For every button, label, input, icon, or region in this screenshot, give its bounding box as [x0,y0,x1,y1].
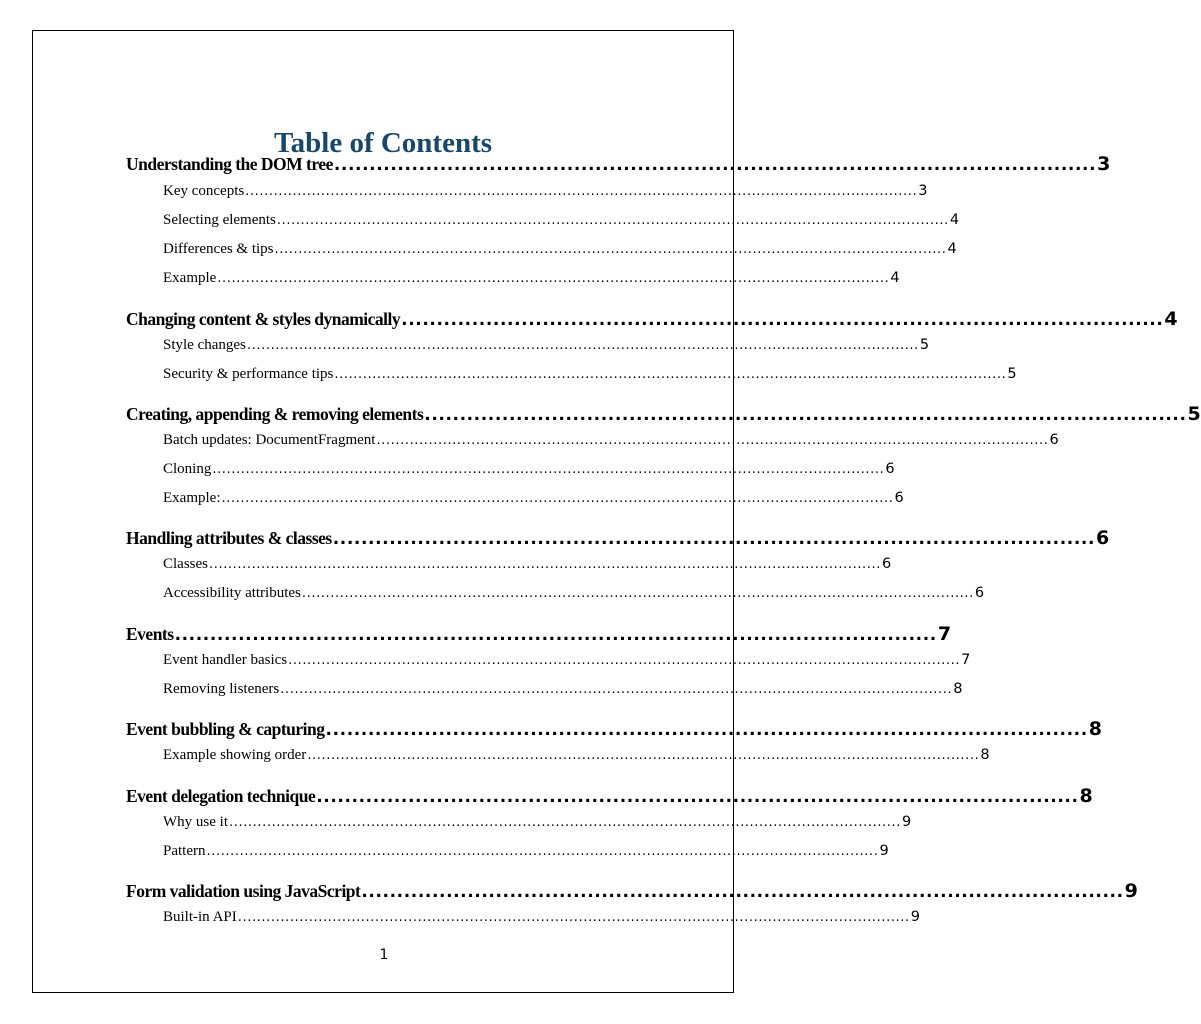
toc-leader-dots: .............................................................................................................................................. [221,491,894,506]
toc-entry-page: 6 [1049,432,1059,448]
toc-entry-page: 6 [1096,527,1110,549]
toc-entry-label: Example [163,270,217,286]
toc-leader-dots: .............................................................................................................................................. [212,462,885,477]
toc-leader-dots: ............................................................................................................ [401,310,1164,330]
toc-title: Table of Contents [273,127,493,159]
toc-entry-key-concepts[interactable] [163,183,928,199]
toc-entry-page: 5 [1187,403,1201,425]
toc-entry-selecting-elements[interactable] [163,212,960,228]
toc-leader-dots: .............................................................................................................................................. [237,910,910,925]
toc-entry-page: 9 [879,843,889,859]
toc-leader-dots: .............................................................................................................................................. [209,557,881,572]
toc-leader-dots: .............................................................................................................................................. [245,184,918,199]
toc-entry-page: 6 [894,490,904,506]
toc-entry-changing-content-styles[interactable] [126,308,1178,330]
toc-entry-pattern[interactable] [163,843,889,859]
toc-entry-example-showing-order[interactable] [163,747,990,763]
toc-entry-understanding-dom-tree[interactable] [126,153,1111,175]
toc-entry-label: Creating, appending & removing elements [126,404,424,424]
toc-entry-page: 7 [961,652,971,668]
toc-entry-built-in-api[interactable] [163,909,920,925]
toc-leader-dots: ............................................................................................................ [332,529,1095,549]
toc-entry-label: Example: [163,490,221,506]
toc-entry-page: 6 [885,461,895,477]
toc-entry-page: 8 [1079,785,1093,807]
toc-entry-creating-appending-removing[interactable] [126,403,1201,425]
toc-entry-differences-tips[interactable] [163,241,957,257]
toc-leader-dots: .............................................................................................................................................. [246,338,919,353]
toc-entry-label: Key concepts [163,183,245,199]
toc-entry-page: 9 [902,814,912,830]
toc-entry-cloning[interactable] [163,461,895,477]
toc-entry-page: 8 [980,747,990,763]
toc-entry-form-validation[interactable] [126,880,1138,902]
toc-leader-dots: .............................................................................................................................................. [229,815,901,830]
toc-entry-label: Event handler basics [163,652,288,668]
toc-entry-label: Handling attributes & classes [126,528,332,548]
toc-entry-example[interactable] [163,270,900,286]
toc-entry-page: 3 [1097,153,1111,175]
toc-entry-label: Why use it [163,814,228,830]
toc-entry-classes[interactable] [163,556,892,572]
toc-entry-security-performance-tips[interactable] [163,366,1017,382]
toc-entry-label: Pattern [163,843,206,859]
toc-entry-why-use-it[interactable] [163,814,912,830]
toc-leader-dots: ............................................................................................................ [316,787,1079,807]
toc-entry-event-delegation-technique[interactable] [126,785,1093,807]
toc-entry-label: Event delegation technique [126,786,316,806]
toc-leader-dots: .............................................................................................................................................. [288,653,961,668]
toc-leader-dots: .............................................................................................................................................. [307,748,980,763]
toc-leader-dots: ............................................................................................................ [325,720,1088,740]
toc-entry-label: Cloning [163,461,212,477]
toc-entry-page: 7 [937,623,952,645]
toc-entry-page: 4 [1164,308,1178,330]
toc-entry-handling-attributes-classes[interactable] [126,527,1110,549]
toc-entry-label: Event bubbling & capturing [126,719,325,739]
toc-entry-label: Differences & tips [163,241,274,257]
toc-entry-page: 4 [890,270,900,286]
toc-entry-page: 4 [947,241,957,257]
toc-entry-label: Removing listeners [163,681,280,697]
toc-entry-removing-listeners[interactable] [163,681,963,697]
toc-entry-accessibility-attributes[interactable] [163,585,985,601]
toc-entry-page: 5 [919,337,930,353]
toc-entry-page: 9 [1124,880,1138,902]
toc-leader-dots: .............................................................................................................................................. [206,844,879,859]
toc-entry-event-bubbling-capturing[interactable] [126,718,1103,740]
toc-entry-label: Understanding the DOM tree [126,154,333,174]
toc-entry-label: Built-in API [163,909,237,925]
toc-entry-page: 4 [949,212,960,228]
toc-leader-dots: .............................................................................................................................................. [334,367,1007,382]
document-page [32,30,1201,993]
toc-entry-page: 8 [953,681,963,697]
toc-leader-dots: ............................................................................................................ [424,405,1187,425]
toc-entry-page: 9 [910,909,920,925]
toc-entry-label: Style changes [163,337,246,353]
toc-leader-dots: .............................................................................................................................................. [301,586,974,601]
toc-entry-page: 6 [882,556,892,572]
toc-entry-label: Form validation using JavaScript [126,881,361,901]
toc-entry-example-colon[interactable] [163,490,904,506]
toc-entry-label: Changing content & styles dynamically [126,309,401,329]
toc-entry-label: Batch updates: DocumentFragment [163,432,376,448]
page-number: 1 [379,947,389,963]
toc-entry-style-changes[interactable] [163,337,930,353]
toc-entry-event-handler-basics[interactable] [163,652,971,668]
toc-entry-label: Events [126,624,174,644]
toc-leader-dots: .............................................................................................................................................. [280,682,953,697]
toc-entry-label: Selecting elements [163,212,276,228]
toc-entry-page: 3 [918,183,928,199]
toc-leader-dots: .............................................................................................................................................. [376,433,1049,448]
toc-leader-dots: .............................................................................................................................................. [217,271,890,286]
toc-entry-label: Example showing order [163,747,307,763]
toc-entry-events[interactable] [126,623,952,645]
toc-leader-dots: ............................................................................................................ [361,882,1124,902]
toc-leader-dots: .............................................................................................................................................. [274,242,947,257]
toc-entry-label: Security & performance tips [163,366,334,382]
toc-entry-page: 6 [974,585,985,601]
toc-leader-dots: .............................................................................................................................................. [276,213,949,228]
toc-entry-batch-updates[interactable] [163,432,1059,448]
toc-entry-page: 8 [1088,718,1103,740]
toc-entry-label: Classes [163,556,208,572]
toc-entry-page: 5 [1007,366,1017,382]
toc-leader-dots: ............................................................................................................ [333,155,1097,175]
toc-entry-label: Accessibility attributes [163,585,301,601]
toc-leader-dots: ............................................................................................................ [174,625,937,645]
